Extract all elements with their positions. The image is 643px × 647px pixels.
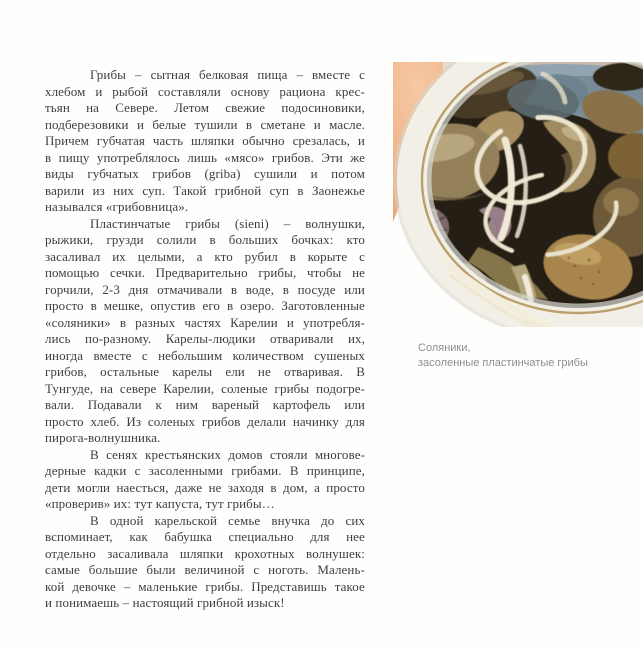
text-line: самые большие были величиной с ноготь. Малень- [45,562,365,577]
text-line: дети могли наесться, даже не заходя в дом, а просто [45,479,365,495]
text-line: виды губчатых грибов (griba) сушили и потом [45,166,365,181]
text-line: назывался «грибовница». [45,199,189,214]
text-line: лись по-разному. Карелы-людики отваривали их, [45,331,365,346]
text-line: грибов, остальные карелы ели не отваривая. В [45,364,365,379]
mushroom-photo [393,62,643,327]
photo-caption-line2: засоленные пластинчатые грибы [418,357,588,369]
text-line: варили из них суп. Такой грибной суп в Заонежье [45,182,365,198]
text-line: пирога-волнушника. [45,430,161,445]
photo-caption-line1: Соляники, [418,342,471,354]
text-line: хлебом и рыбой составляли основу рациона крес- [45,83,365,99]
text-line: в пищу употреблялось лишь «мясо» грибов. Эти же [45,149,365,165]
text-line: «проверив» их: тут капуста, тут грибы… [45,496,275,511]
text-line: Грибы – сытная белковая пища – вместе с [90,67,365,82]
text-line: дерные кадки с засоленными грибами. В принципе, [45,463,365,478]
text-line: просто в мешке, опустив его в озеро. Заготовленные [45,298,365,313]
text-line: «соляники» в разных частях Карелии и употребля- [45,314,365,330]
text-line: Тунгуде, на севере Карелии, соленые грибы подогре- [45,380,365,396]
mushroom-photo-figure [393,62,643,371]
text-line: иногда вместе с небольшим количеством сушеных [45,347,365,363]
photo-caption [418,341,643,371]
text-line: рыжики, грузди солили в больших бочках: кто [45,232,365,247]
text-line: помощью сечки. Предварительно грибы, чтобы не [45,265,365,280]
text-line: Пластинчатые грибы (sieni) – волнушки, [90,215,365,231]
text-line: В сенях крестьянских домов стояли многове- [90,446,365,462]
text-line: вспоминает, как бабушка специально для нее [45,529,365,544]
text-line: тьян на Севере. Летом свежие подосиновики, [45,100,365,115]
text-line: кой девочке – маленькие грибы. Представишь такое [45,578,365,594]
text-line: В одной карельской семье внучка до сих [90,512,365,528]
text-line: засаливал их целыми, а кто рубил в корыте с [45,248,365,264]
text-line: и понимаешь – настоящий грибной изыск! [45,595,285,610]
text-line: подберезовики и белые тушили в сметане и масле. [45,116,365,132]
text-line: горчили, 2-3 дня отмачивали в воде, в посуде или [45,281,365,297]
text-line: просто хлеб. Из соленых грибов делали начинку для [45,413,365,429]
body-text-column [45,67,365,612]
text-line: Причем губчатая часть шляпки обычно срезалась, и [45,133,365,148]
text-line: отдельно засаливала шляпки крохотных волнушек: [45,545,365,561]
text-line: вали. Подавали к ним вареный картофель или [45,397,365,412]
